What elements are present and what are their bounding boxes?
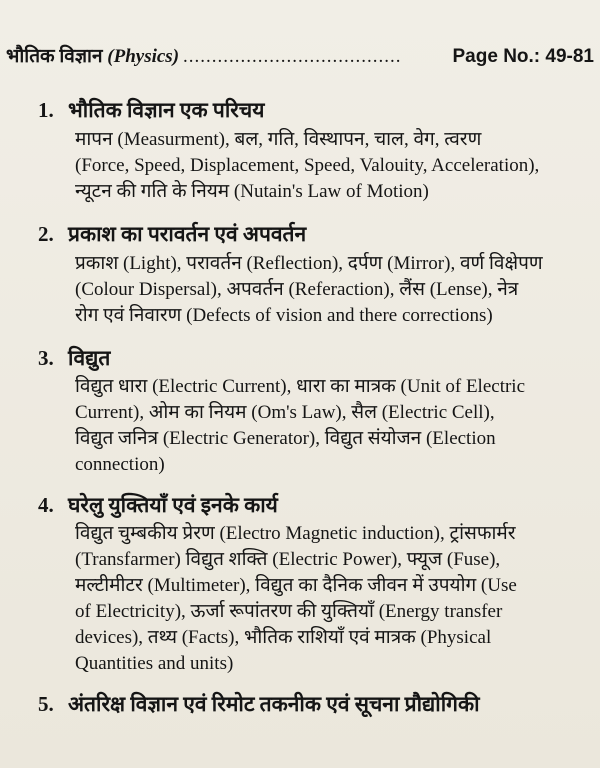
page-header	[6, 42, 594, 68]
section-line: of Electricity), ऊर्जा रूपांतरण की युक्तियाँ (Energy transfer	[75, 601, 503, 622]
section-line: रोग एवं निवारण (Defects of vision and there corrections)	[75, 305, 493, 326]
section-title: प्रकाश का परावर्तन एवं अपवर्तन	[68, 222, 307, 246]
section-1-heading	[38, 96, 264, 124]
section-title: घरेलु युक्तियाँ एवं इनके कार्य	[68, 493, 278, 517]
section-line: विद्युत धारा (Electric Current), धारा का मात्रक (Unit of Electric	[75, 376, 526, 397]
section-number: 3.	[38, 346, 54, 370]
section-5-heading	[38, 690, 480, 718]
header-leader-dots: ......................................	[183, 46, 402, 67]
section-line: connection)	[75, 454, 165, 475]
section-line: प्रकाश (Light), परावर्तन (Reflection), दर्पण (Mirror), वर्ण विक्षेपण	[75, 253, 543, 274]
section-line: मल्टीमीटर (Multimeter), विद्युत का दैनिक जीवन में उपयोग (Use	[75, 575, 517, 596]
header-title-hindi: भौतिक विज्ञान	[6, 46, 103, 67]
section-title: विद्युत	[68, 346, 111, 370]
section-2-heading	[38, 220, 306, 248]
section-number: 4.	[38, 493, 54, 517]
section-line: (Colour Dispersal), अपवर्तन (Referaction), लैंस (Lense), नेत्र	[75, 279, 519, 300]
section-line: (Transfarmer) विद्युत शक्ति (Electric Power), फ्यूज (Fuse),	[75, 549, 501, 570]
section-line: devices), तथ्य (Facts), भौतिक राशियाँ एवं मात्रक (Physical	[75, 627, 492, 648]
section-3-heading	[38, 344, 110, 372]
section-number: 2.	[38, 222, 54, 246]
section-line: Current), ओम का नियम (Om's Law), सैल (Electric Cell),	[75, 402, 495, 423]
section-4-heading	[38, 491, 278, 519]
section-line: Quantities and units)	[75, 653, 234, 674]
section-number: 5.	[38, 692, 54, 716]
section-title: अंतरिक्ष विज्ञान एवं रिमोट तकनीक एवं सूचना प्रौद्योगिकी	[68, 692, 480, 716]
section-number: 1.	[38, 98, 54, 122]
section-line: विद्युत जनित्र (Electric Generator), विद्युत संयोजन (Election	[75, 428, 496, 449]
header-page-range: Page No.: 49-81	[452, 46, 594, 67]
section-line: न्यूटन की गति के नियम (Nutain's Law of Motion)	[75, 181, 429, 202]
header-title-english: (Physics)	[107, 46, 180, 67]
section-line: विद्युत चुम्बकीय प्रेरण (Electro Magnetic induction), ट्रांसफार्मर	[75, 523, 516, 544]
section-title: भौतिक विज्ञान एक परिचय	[68, 98, 265, 122]
section-line: (Force, Speed, Displacement, Speed, Valouity, Acceleration),	[75, 155, 540, 176]
section-line: मापन (Measurment), बल, गति, विस्थापन, चाल, वेग, त्वरण	[75, 129, 482, 150]
